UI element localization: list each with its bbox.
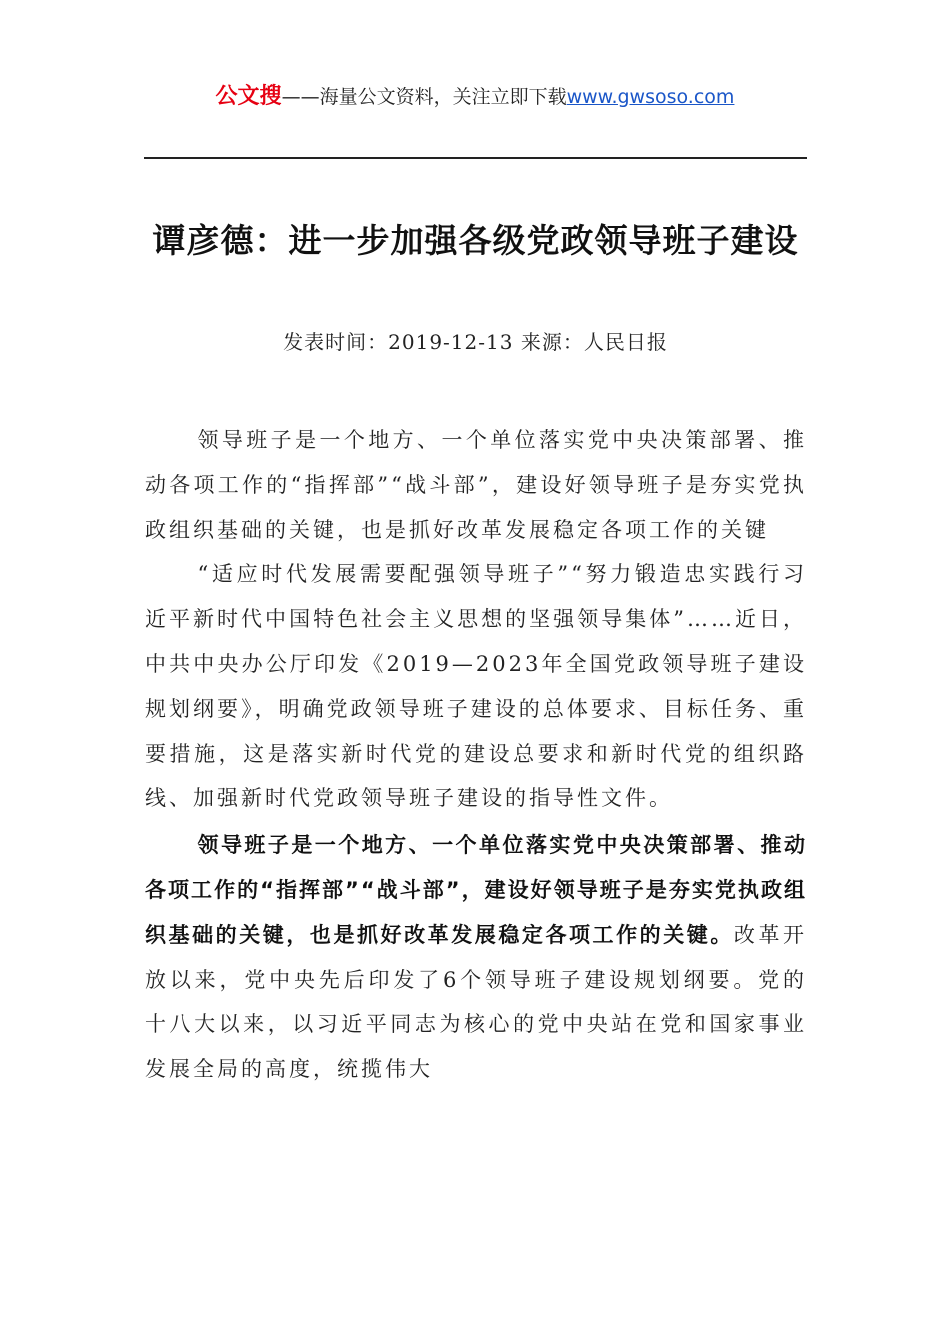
brand-name: 公文搜: [215, 84, 282, 109]
paragraph-text: 改革开放以来，党中央先后印发了6个领导班子建设规划纲要。党的十八大以来，以习近平同志为核心的党中央站在党和国家事业发展全局的高度，统揽伟大: [145, 922, 808, 1082]
emphasized-text: 领导班子是一个地方、一个单位落实党中央决策部署、推动各项工作的“指挥部”“战斗部”，建设好领导班子是夯实党执政组织基础的关键，也是抓好改革发展稳定各项工作的关键。: [145, 833, 807, 947]
header-divider: [144, 157, 807, 159]
site-link[interactable]: www.gwsoso.com: [566, 86, 735, 108]
page-header: [0, 82, 950, 112]
article-title: 谭彦德：进一步加强各级党政领导班子建设: [152, 221, 799, 260]
article-body: [145, 418, 807, 1092]
header-tagline: ——海量公文资料，关注立即下载: [281, 86, 567, 108]
paragraph: [145, 823, 807, 1092]
paragraph: “适应时代发展需要配强领导班子”“努力锻造忠实践行习近平新时代中国特色社会主义思想的坚强领导集体”……近日，中共中央办公厅印发《2019—2023年全国党政领导班子建设规划纲要》，明确党政领导班子建设的总体要求、目标任务、重要措施，这是落实新时代党的建设总要求和新时代党的组织路线、加强新时代党政领导班子建设的指导性文件。: [145, 562, 807, 811]
article-meta: 发表时间：2019-12-13 来源：人民日报: [283, 330, 668, 354]
paragraph: 领导班子是一个地方、一个单位落实党中央决策部署、推动各项工作的“指挥部”“战斗部”，建设好领导班子是夯实党执政组织基础的关键，也是抓好改革发展稳定各项工作的关键: [145, 428, 807, 542]
